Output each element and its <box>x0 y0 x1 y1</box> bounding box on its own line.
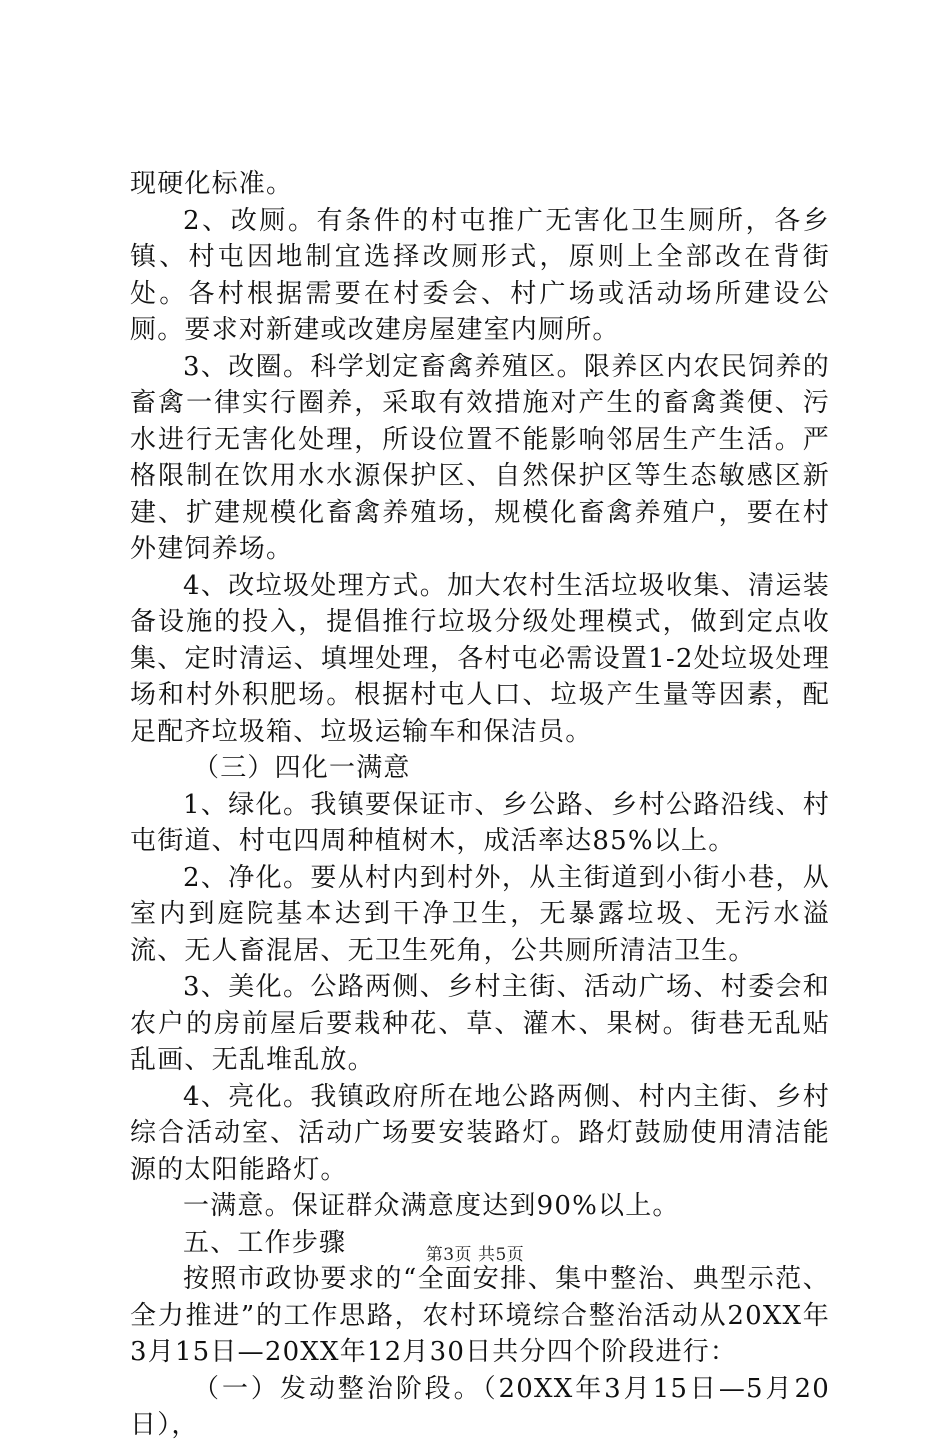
page-footer: 第3页 共5页 <box>425 1245 525 1265</box>
paragraph-pen-reform: 3、改圈。科学划定畜禽养殖区。限养区内农民饲养的畜禽一律实行圈养，采取有效措施对产生的畜禽粪便、污水进行无害化处理，所设位置不能影响邻居生产生活。严格限制在饮用水水源保护区、自然保护区等生态敏感区新建、扩建规模化畜禽养殖场，规模化畜禽养殖户，要在村外建饲养场。 <box>130 351 830 564</box>
paragraph-cleaning: 2、净化。要从村内到村外，从主街道到小街小巷，从室内到庭院基本达到干净卫生，无暴露垃圾、无污水溢流、无人畜混居、无卫生死角，公共厕所清洁卫生。 <box>130 862 830 966</box>
section-heading-four-modernizations: （三）四化一满意 <box>193 753 411 783</box>
paragraph-greening: 1、绿化。我镇要保证市、乡公路、乡村公路沿线、村屯街道、村屯四周种植树木，成活率达85%以上。 <box>130 789 830 856</box>
paragraph-satisfaction: 一满意。保证群众满意度达到90%以上。 <box>183 1191 680 1221</box>
paragraph-beautifying: 3、美化。公路两侧、乡村主街、活动广场、村委会和农户的房前屋后要栽种花、草、灌木、果树。街巷无乱贴乱画、无乱堆乱放。 <box>130 972 830 1075</box>
paragraph-lighting: 4、亮化。我镇政府所在地公路两侧、村内主街、乡村综合活动室、活动广场要安装路灯。路灯鼓励使用清洁能源的太阳能路灯。 <box>130 1081 830 1185</box>
paragraph-phase-one: （一）发动整治阶段。（20XX年3月15日—5月20日）， <box>130 1373 830 1440</box>
paragraph-toilet-reform: 2、改厕。有条件的村屯推广无害化卫生厕所，各乡镇、村屯因地制宜选择改厕形式，原则上全部改在背街处。各村根据需要在村委会、村广场或活动场所建设公厕。要求对新建或改建房屋建室内厕所。 <box>130 205 830 345</box>
paragraph-work-plan: 按照市政协要求的“全面安排、集中整治、典型示范、全力推进”的工作思路，农村环境综合整治活动从20XX年3月15日—20XX年12月30日共分四个阶段进行： <box>130 1264 830 1367</box>
section-heading-work-steps: 五、工作步骤 <box>183 1227 347 1258</box>
paragraph-continuation: 现硬化标准。 <box>130 169 294 199</box>
paragraph-garbage-reform: 4、改垃圾处理方式。加大农村生活垃圾收集、清运装备设施的投入，提倡推行垃圾分级处理模式，做到定点收集、定时清运、填埋处理，各村屯必需设置1-2处垃圾处理场和村外积肥场。根据村屯人口、垃圾产生量等因素，配足配齐垃圾箱、垃圾运输车和保洁员。 <box>130 570 830 747</box>
